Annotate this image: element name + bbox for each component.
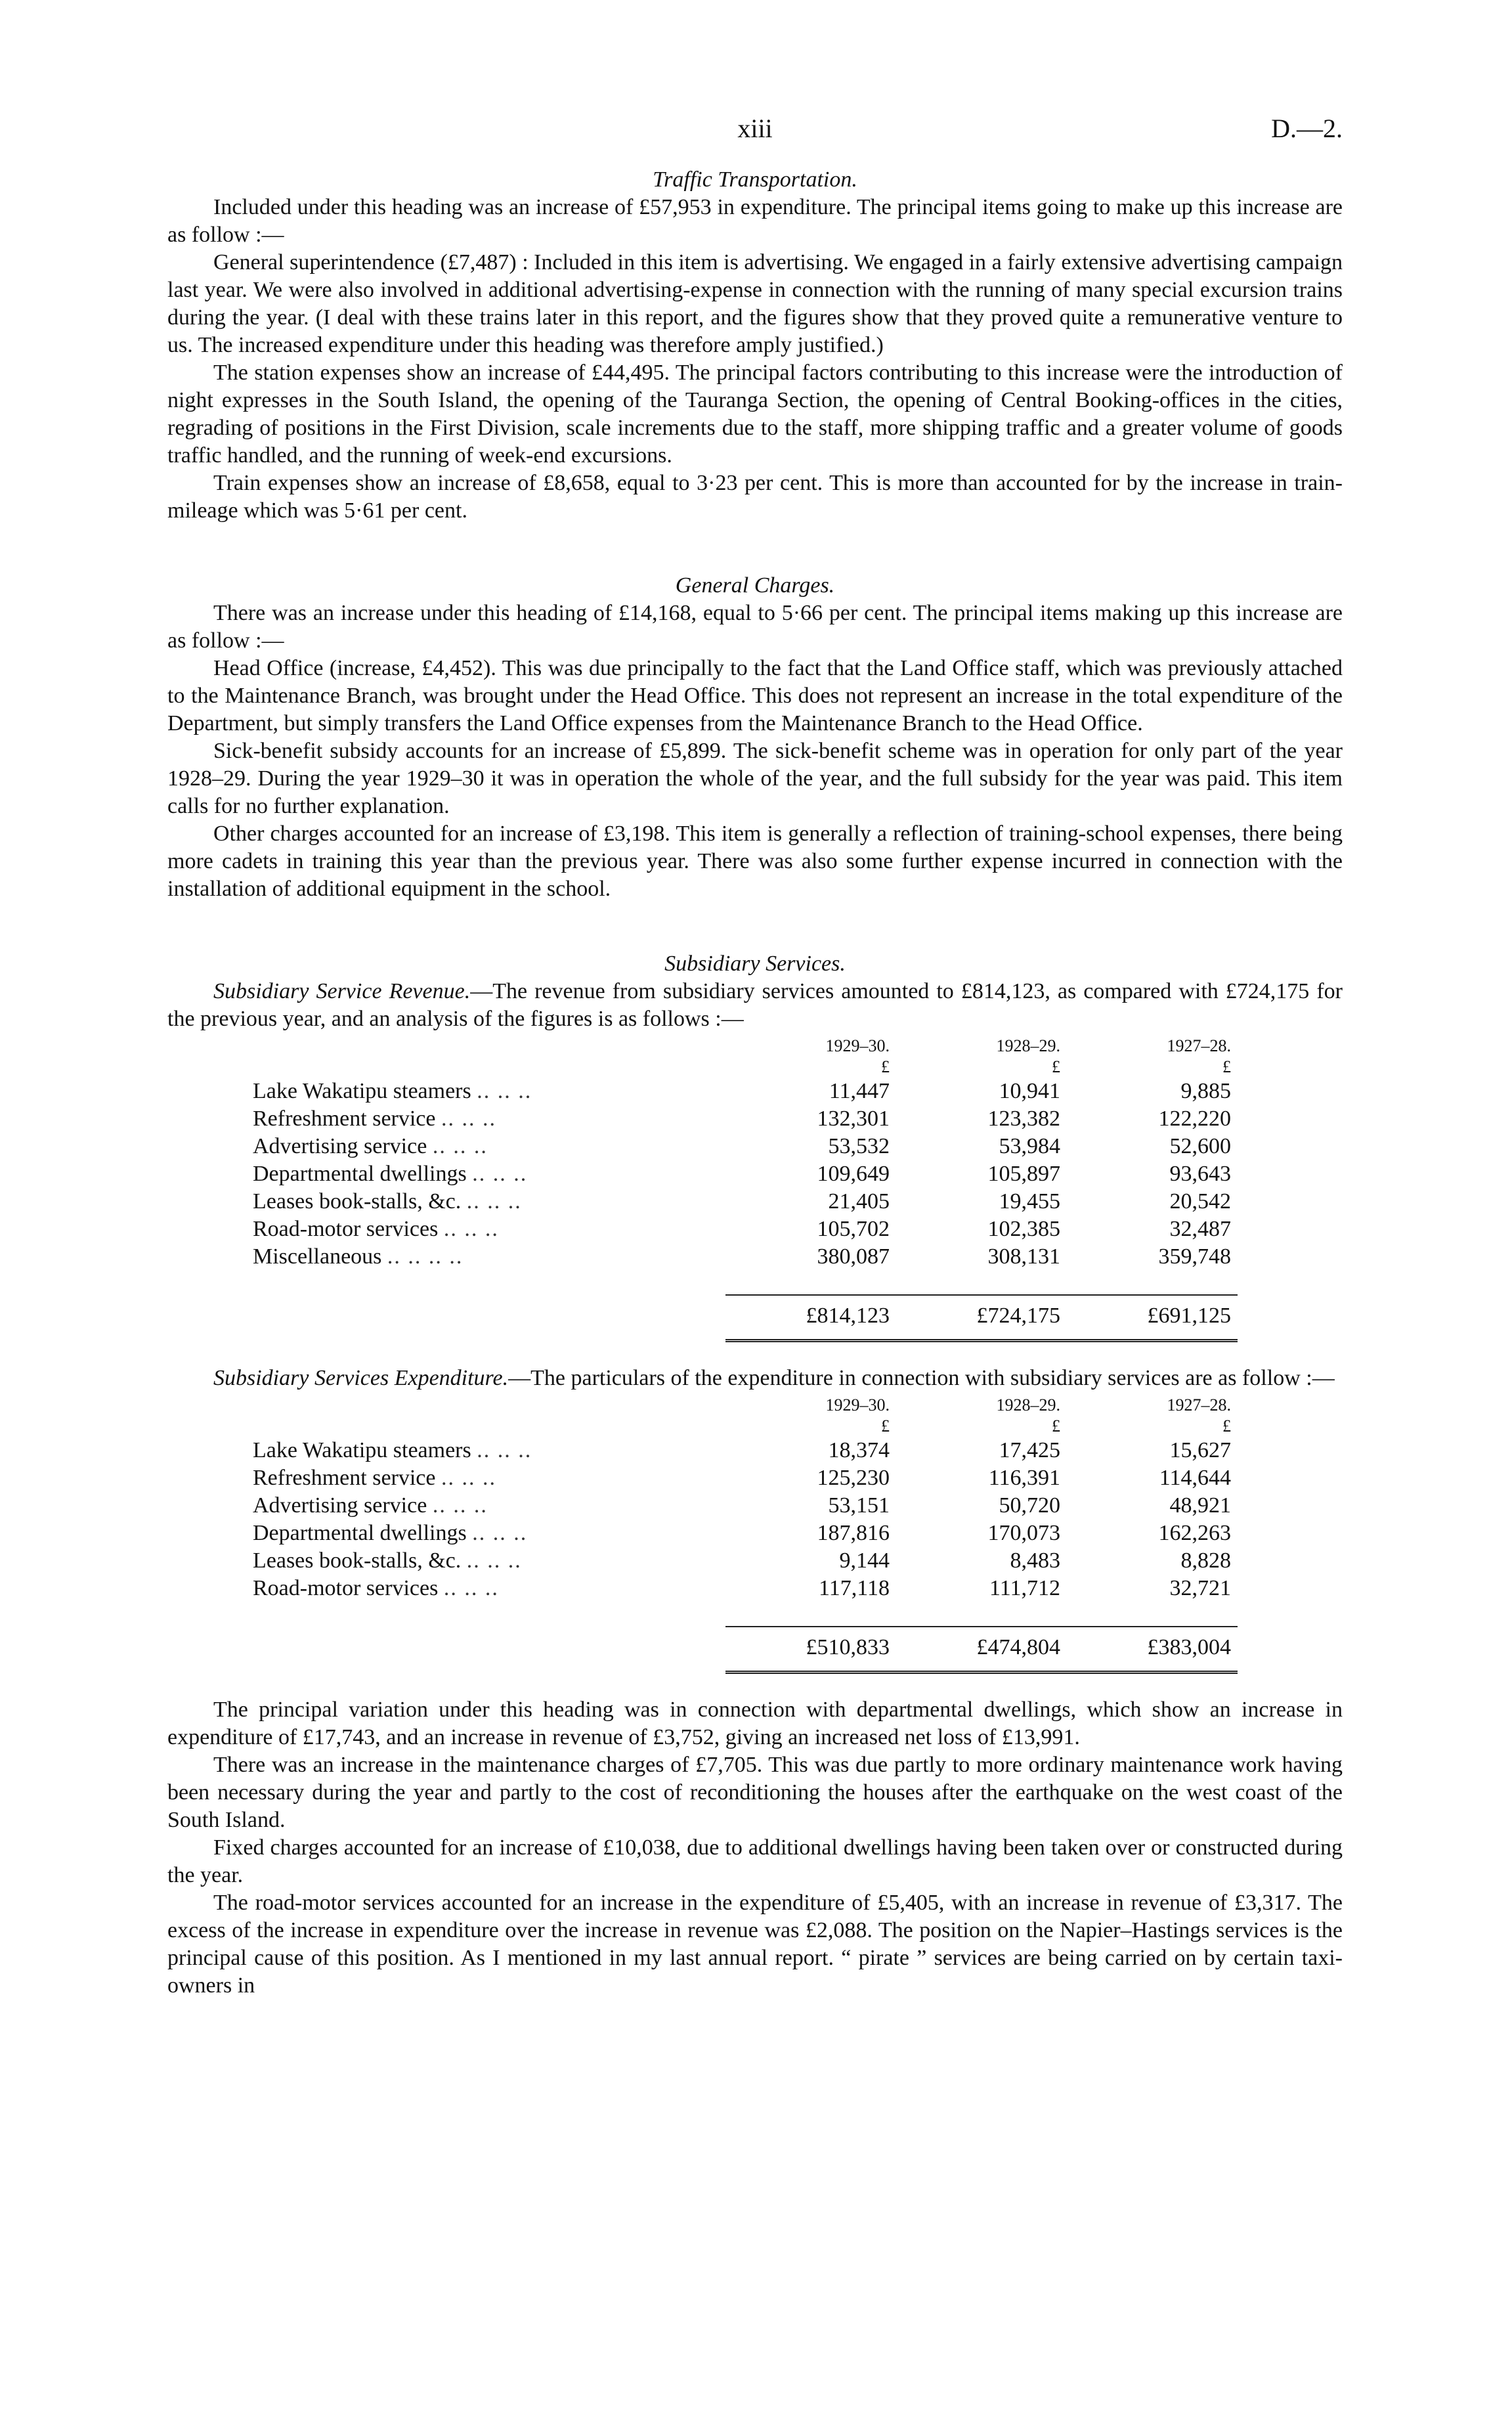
section-heading-traffic: Traffic Transportation. [653, 167, 857, 192]
leader-dots: .. .. .. [472, 1162, 528, 1186]
expenditure-intro-paragraph [167, 1365, 1343, 1392]
row-label: Lake Wakatipu steamers [253, 1438, 471, 1462]
paragraph: Other charges accounted for an increase of £3,198. This item is generally a reflection of training-school expenses, there being more cadets in training this year than the previous year. There was also some further expense incurred in connection with the installation of additional equipment in the school. [167, 822, 1343, 901]
column-header: 1927–28. [1167, 1036, 1231, 1055]
cell-value: 32,487 [1169, 1217, 1231, 1241]
cell-value: 20,542 [1169, 1189, 1231, 1214]
expenditure-runin-heading: Subsidiary Services Expenditure. [213, 1366, 509, 1390]
cell-value: 109,649 [817, 1162, 890, 1186]
paragraph: Sick-benefit subsidy accounts for an increase of £5,899. The sick-benefit scheme was in operation for only part of the year 1928–29. During the year 1929–30 it was in operation the whole of the year, and the full subsidy for the year was paid. This item calls for no further explanation. [167, 739, 1343, 818]
table-row [253, 1105, 1238, 1133]
unit-label: £ [1222, 1057, 1231, 1076]
paragraph: General superintendence (£7,487) : Included in this item is advertising. We engaged in a fairly extensive advertising campaign last year. We were also involved in additional advertising-expense in connection with the running of many special excursion trains during the year. (I deal with these trains later in this report, and the figures show that they proved quite a remunerative venture to us. The increased expenditure under this heading was therefore amply justified.) [167, 250, 1343, 357]
section-heading-general-charges: General Charges. [675, 573, 835, 598]
total-value: £383,004 [1147, 1635, 1231, 1659]
table-row [253, 1133, 1238, 1160]
cell-value: 170,073 [987, 1521, 1060, 1545]
revenue-intro-text: —The revenue from subsidiary services amounted to £814,123, as compared with £724,175 for the previous year, and an analysis of the figures is as follows :— [167, 979, 1343, 1031]
row-label: Leases book-stalls, &c. [253, 1548, 462, 1573]
cell-value: 10,941 [999, 1079, 1060, 1103]
page-number: xiii [737, 114, 773, 143]
revenue-runin-heading: Subsidiary Service Revenue. [213, 979, 471, 1003]
table-row [253, 1216, 1238, 1243]
totals-row [253, 1295, 1238, 1330]
unit-label: £ [881, 1416, 890, 1436]
cell-value: 308,131 [987, 1244, 1060, 1269]
paragraph: Included under this heading was an increase of £57,953 in expenditure. The principal items going to make up this increase are as follow :— [167, 195, 1343, 247]
leader-dots: .. .. .. [477, 1438, 532, 1462]
leader-dots: .. .. .. [466, 1189, 522, 1214]
row-label: Advertising service [253, 1493, 427, 1518]
cell-value: 15,627 [1169, 1438, 1231, 1462]
cell-value: 48,921 [1169, 1493, 1231, 1518]
paragraph: Fixed charges accounted for an increase of £10,038, due to additional dwellings having been taken over or constructed during the year. [167, 1835, 1343, 1887]
table-row [253, 1464, 1238, 1492]
revenue-table [253, 1036, 1238, 1342]
paragraph: The road-motor services accounted for an increase in the expenditure of £5,405, with an increase in revenue of £3,317. The excess of the increase in expenditure over the increase in revenue was £2,088. The position on the Napier–Hastings services is the principal cause of this position. As I mentioned in my last annual report. “ pirate ” services are being carried on by certain taxi-owners in [167, 1891, 1343, 1998]
cell-value: 162,263 [1158, 1521, 1231, 1545]
leader-dots: .. .. .. [443, 1217, 499, 1241]
unit-label: £ [1052, 1416, 1060, 1436]
cell-value: 187,816 [817, 1521, 890, 1545]
cell-value: 18,374 [828, 1438, 890, 1462]
table-row [253, 1243, 1238, 1271]
table-row [253, 1575, 1238, 1602]
paragraph: There was an increase in the maintenance charges of £7,705. This was due partly to more ordinary maintenance work having been necessary during the year and partly to the cost of reconditioning the houses after the earthquake on the west coast of the South Island. [167, 1753, 1343, 1832]
row-label: Departmental dwellings [253, 1162, 467, 1186]
table-row [253, 1188, 1238, 1216]
double-rule [253, 1330, 1238, 1341]
expenditure-table [253, 1395, 1238, 1674]
cell-value: 105,897 [987, 1162, 1060, 1186]
paragraph: The principal variation under this heading was in connection with departmental dwellings, which show an increase in expenditure of £17,743, and an increase in revenue of £3,752, giving an increased net loss of £13,991. [167, 1698, 1343, 1749]
row-label: Lake Wakatipu steamers [253, 1079, 471, 1103]
table-row [253, 1547, 1238, 1575]
cell-value: 8,828 [1180, 1548, 1231, 1573]
unit-label: £ [1222, 1416, 1231, 1436]
leader-dots: .. .. .. [432, 1134, 488, 1158]
cell-value: 132,301 [817, 1107, 890, 1131]
double-rule [253, 1661, 1238, 1673]
cell-value: 8,483 [1010, 1548, 1060, 1573]
revenue-intro-paragraph [167, 978, 1343, 1033]
row-label: Road-motor services [253, 1217, 439, 1241]
unit-label: £ [1052, 1057, 1060, 1076]
cell-value: 116,391 [988, 1466, 1060, 1490]
cell-value: 52,600 [1169, 1134, 1231, 1158]
cell-value: 111,712 [989, 1576, 1060, 1600]
cell-value: 125,230 [817, 1466, 890, 1490]
paragraph: The station expenses show an increase of £44,495. The principal factors contributing to this increase were the introduction of night expresses in the South Island, the opening of the Tauranga Section, the opening of Central Booking-offices in the cities, regrading of positions in the First Division, scale increments due to the staff, more shipping traffic and a greater volume of goods traffic handled, and the running of week-end excursions. [167, 361, 1343, 468]
leader-dots: .. .. .. [441, 1466, 496, 1490]
paragraph: Head Office (increase, £4,452). This was due principally to the fact that the Land Office staff, which was previously attached to the Maintenance Branch, was brought under the Head Office. This does not represent an increase in the total expenditure of the Department, but simply transfers the Land Office expenses from the Maintenance Branch to the Head Office. [167, 656, 1343, 735]
cell-value: 21,405 [828, 1189, 890, 1214]
cell-value: 17,425 [999, 1438, 1060, 1462]
row-label: Refreshment service [253, 1107, 436, 1131]
table-row [253, 1160, 1238, 1188]
paragraph: Train expenses show an increase of £8,658, equal to 3·23 per cent. This is more than accounted for by the increase in train-mileage which was 5·61 per cent. [167, 471, 1343, 523]
cell-value: 359,748 [1158, 1244, 1231, 1269]
cell-value: 123,382 [987, 1107, 1060, 1131]
total-value: £691,125 [1147, 1304, 1231, 1328]
cell-value: 114,644 [1159, 1466, 1231, 1490]
total-value: £814,123 [806, 1304, 890, 1328]
column-header: 1929–30. [825, 1036, 890, 1055]
paragraph: There was an increase under this heading of £14,168, equal to 5·66 per cent. The principal items making up this increase are as follow :— [167, 601, 1343, 653]
cell-value: 50,720 [999, 1493, 1060, 1518]
document-reference: D.—2. [1271, 114, 1343, 143]
cell-value: 53,151 [828, 1493, 890, 1518]
cell-value: 11,447 [829, 1079, 890, 1103]
totals-row [253, 1627, 1238, 1661]
leader-dots: .. .. .. [443, 1576, 499, 1600]
leader-dots: .. .. .. .. [387, 1244, 464, 1269]
expenditure-intro-text: —The particulars of the expenditure in connection with subsidiary services are as follow :— [508, 1366, 1335, 1390]
leader-dots: .. .. .. [472, 1521, 528, 1545]
leader-dots: .. .. .. [441, 1107, 496, 1131]
table-row [253, 1437, 1238, 1464]
column-header: 1928–29. [996, 1036, 1060, 1055]
unit-label: £ [881, 1057, 890, 1076]
leader-dots: .. .. .. [466, 1548, 522, 1573]
total-rule [253, 1602, 1238, 1627]
cell-value: 32,721 [1169, 1576, 1231, 1600]
column-header: 1929–30. [825, 1395, 890, 1414]
column-header: 1928–29. [996, 1395, 1060, 1414]
cell-value: 380,087 [817, 1244, 890, 1269]
cell-value: 53,984 [999, 1134, 1060, 1158]
total-rule [253, 1271, 1238, 1295]
cell-value: 9,144 [839, 1548, 890, 1573]
page-header [167, 115, 1343, 154]
cell-value: 122,220 [1158, 1107, 1231, 1131]
cell-value: 9,885 [1180, 1079, 1231, 1103]
row-label: Refreshment service [253, 1466, 436, 1490]
table-row [253, 1492, 1238, 1520]
cell-value: 102,385 [987, 1217, 1060, 1241]
table-row [253, 1078, 1238, 1105]
leader-dots: .. .. .. [477, 1079, 532, 1103]
cell-value: 19,455 [999, 1189, 1060, 1214]
cell-value: 117,118 [819, 1576, 890, 1600]
column-header: 1927–28. [1167, 1395, 1231, 1414]
cell-value: 93,643 [1169, 1162, 1231, 1186]
cell-value: 105,702 [817, 1217, 890, 1241]
section-heading-subsidiary-services: Subsidiary Services. [664, 952, 846, 976]
total-value: £724,175 [976, 1304, 1060, 1328]
cell-value: 53,532 [828, 1134, 890, 1158]
leader-dots: .. .. .. [432, 1493, 488, 1518]
row-label: Leases book-stalls, &c. [253, 1189, 462, 1214]
row-label: Miscellaneous [253, 1244, 382, 1269]
row-label: Departmental dwellings [253, 1521, 467, 1545]
total-value: £510,833 [806, 1635, 890, 1659]
total-value: £474,804 [976, 1635, 1060, 1659]
row-label: Road-motor services [253, 1576, 439, 1600]
row-label: Advertising service [253, 1134, 427, 1158]
table-row [253, 1520, 1238, 1547]
document-page [167, 115, 1343, 2000]
